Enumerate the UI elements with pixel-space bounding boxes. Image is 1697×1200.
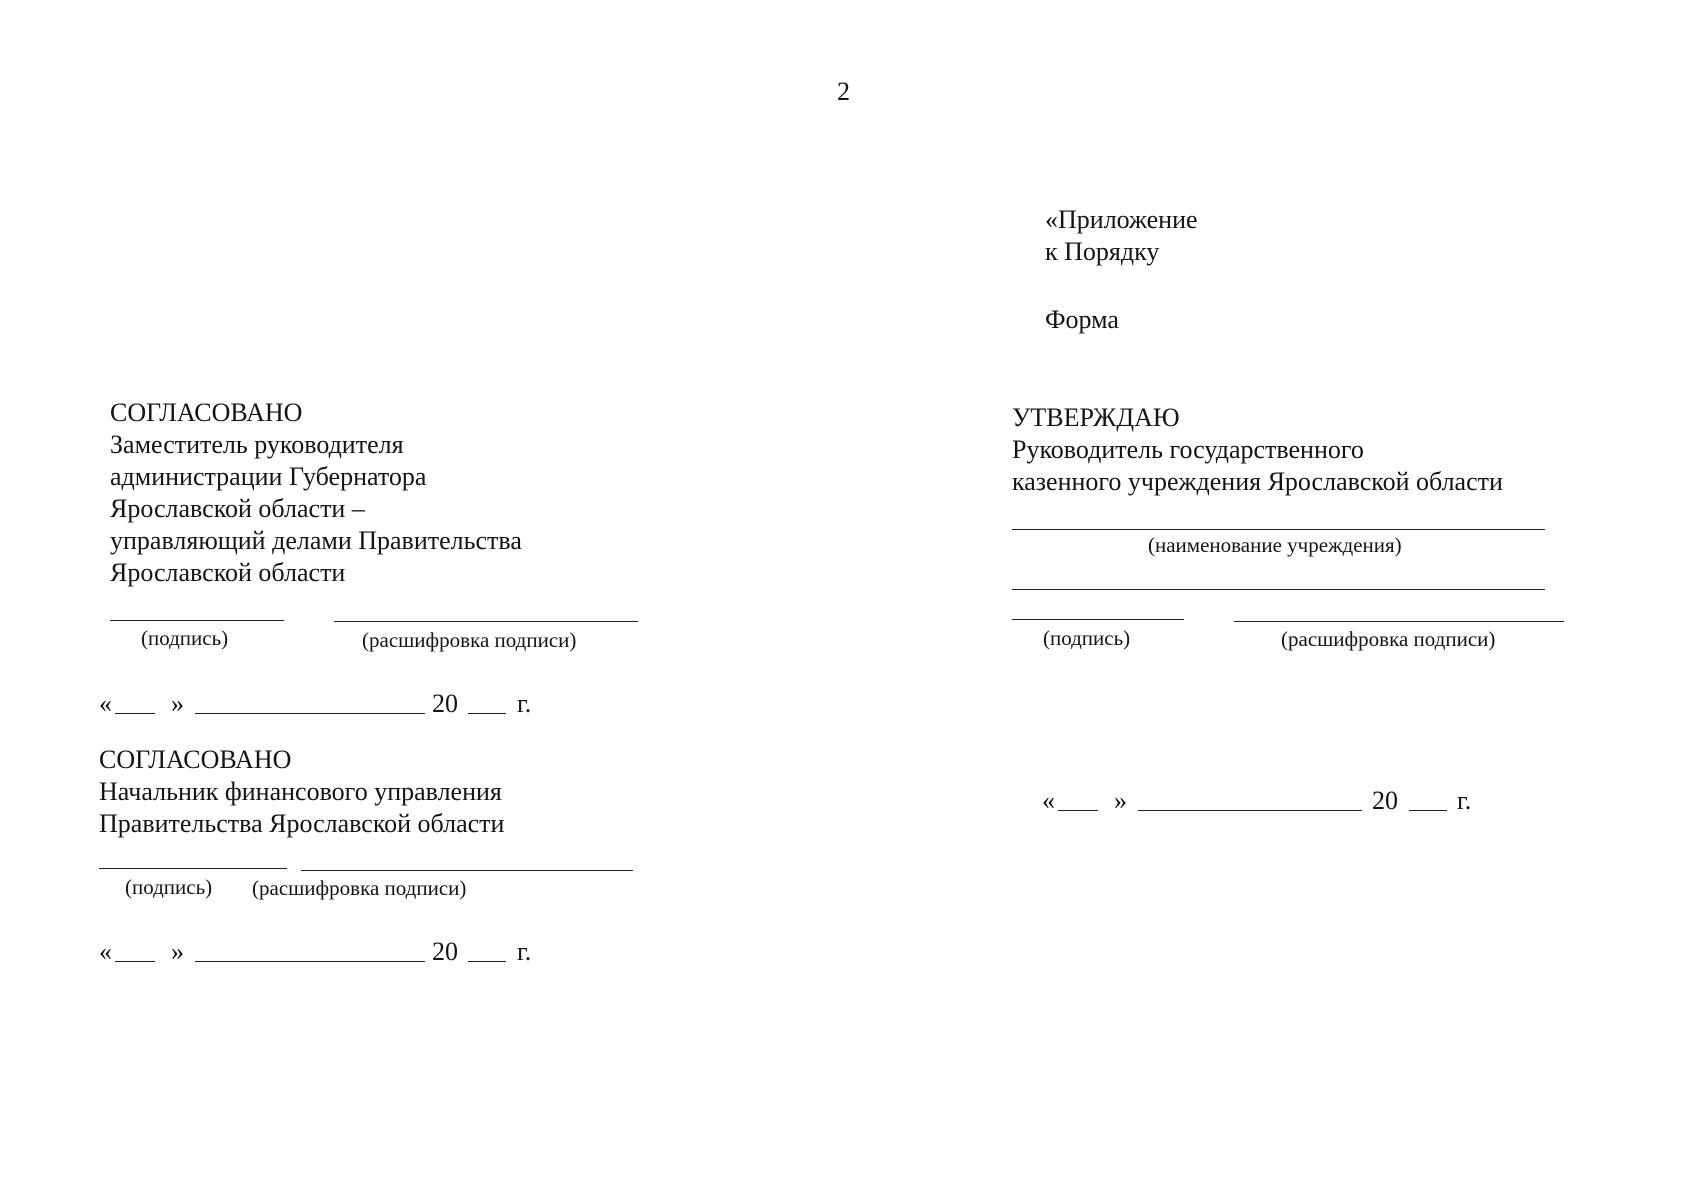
- agreed-1-heading: СОГЛАСОВАНО: [110, 398, 303, 427]
- agreed-1-line3: Ярославской области –: [110, 494, 365, 523]
- approved-date-row: [1042, 785, 1482, 817]
- agreed-2-heading: СОГЛАСОВАНО: [99, 745, 292, 774]
- agreed-2-signature-decoding-caption: (расшифровка подписи): [252, 876, 467, 900]
- agreed-1-date-row: [99, 688, 539, 720]
- date-month-blank: [195, 961, 425, 962]
- date-year-suffix: г.: [1457, 786, 1472, 815]
- date-year-blank: [1409, 810, 1447, 811]
- institution-name-line-2: [1012, 589, 1545, 590]
- date-close-quote: »: [1114, 786, 1127, 815]
- approved-signature-line: [1012, 619, 1184, 620]
- approved-signature-decoding-caption: (расшифровка подписи): [1281, 627, 1496, 651]
- date-open-quote: «: [99, 937, 112, 966]
- agreed-1-signature-caption: (подпись): [141, 626, 229, 650]
- agreed-block-2: [99, 744, 504, 840]
- date-year-prefix: 20: [432, 689, 458, 718]
- agreed-block-1: [110, 397, 522, 589]
- page-number: 2: [837, 77, 850, 106]
- agreed-2-date-row: [99, 936, 539, 968]
- date-year-blank: [468, 961, 506, 962]
- date-year-suffix: г.: [517, 689, 532, 718]
- form-label: Форма: [1045, 305, 1119, 334]
- agreed-2-line1: Начальник финансового управления: [99, 777, 502, 806]
- agreed-2-line2: Правительства Ярославской области: [99, 809, 505, 838]
- approved-position-line2: казенного учреждения Ярославской области: [1012, 467, 1503, 496]
- agreed-1-line5: Ярославской области: [110, 558, 346, 587]
- agreed-2-signature-decoding-line: [301, 870, 633, 871]
- date-month-blank: [195, 713, 425, 714]
- agreed-1-signature-line: [110, 620, 284, 621]
- date-month-blank: [1138, 810, 1362, 811]
- agreed-1-signature-decoding-caption: (расшифровка подписи): [362, 628, 577, 652]
- approved-block: [1012, 402, 1503, 498]
- agreed-2-signature-line: [99, 868, 287, 869]
- agreed-2-signature-caption: (подпись): [125, 875, 213, 899]
- approved-position-line1: Руководитель государственного: [1012, 435, 1364, 464]
- date-open-quote: «: [1042, 786, 1055, 815]
- date-open-quote: «: [99, 689, 112, 718]
- date-year-prefix: 20: [1372, 786, 1398, 815]
- appendix-header: [1045, 204, 1198, 268]
- date-day-blank: [115, 961, 155, 962]
- agreed-1-line2: администрации Губернатора: [110, 462, 427, 491]
- date-day-blank: [115, 713, 155, 714]
- approved-signature-decoding-line: [1234, 621, 1564, 622]
- agreed-1-line1: Заместитель руководителя: [110, 430, 404, 459]
- appendix-reference: к Порядку: [1045, 237, 1160, 266]
- approved-signature-caption: (подпись): [1043, 626, 1131, 650]
- date-close-quote: »: [171, 689, 184, 718]
- institution-caption: (наименование учреждения): [1148, 533, 1402, 557]
- agreed-1-signature-decoding-line: [334, 621, 638, 622]
- institution-name-line: [1012, 529, 1545, 530]
- date-year-prefix: 20: [432, 937, 458, 966]
- approved-heading: УТВЕРЖДАЮ: [1012, 403, 1180, 432]
- date-year-blank: [468, 713, 506, 714]
- date-year-suffix: г.: [517, 937, 532, 966]
- date-day-blank: [1058, 810, 1098, 811]
- appendix-title: «Приложение: [1045, 205, 1198, 234]
- agreed-1-line4: управляющий делами Правительства: [110, 526, 522, 555]
- date-close-quote: »: [171, 937, 184, 966]
